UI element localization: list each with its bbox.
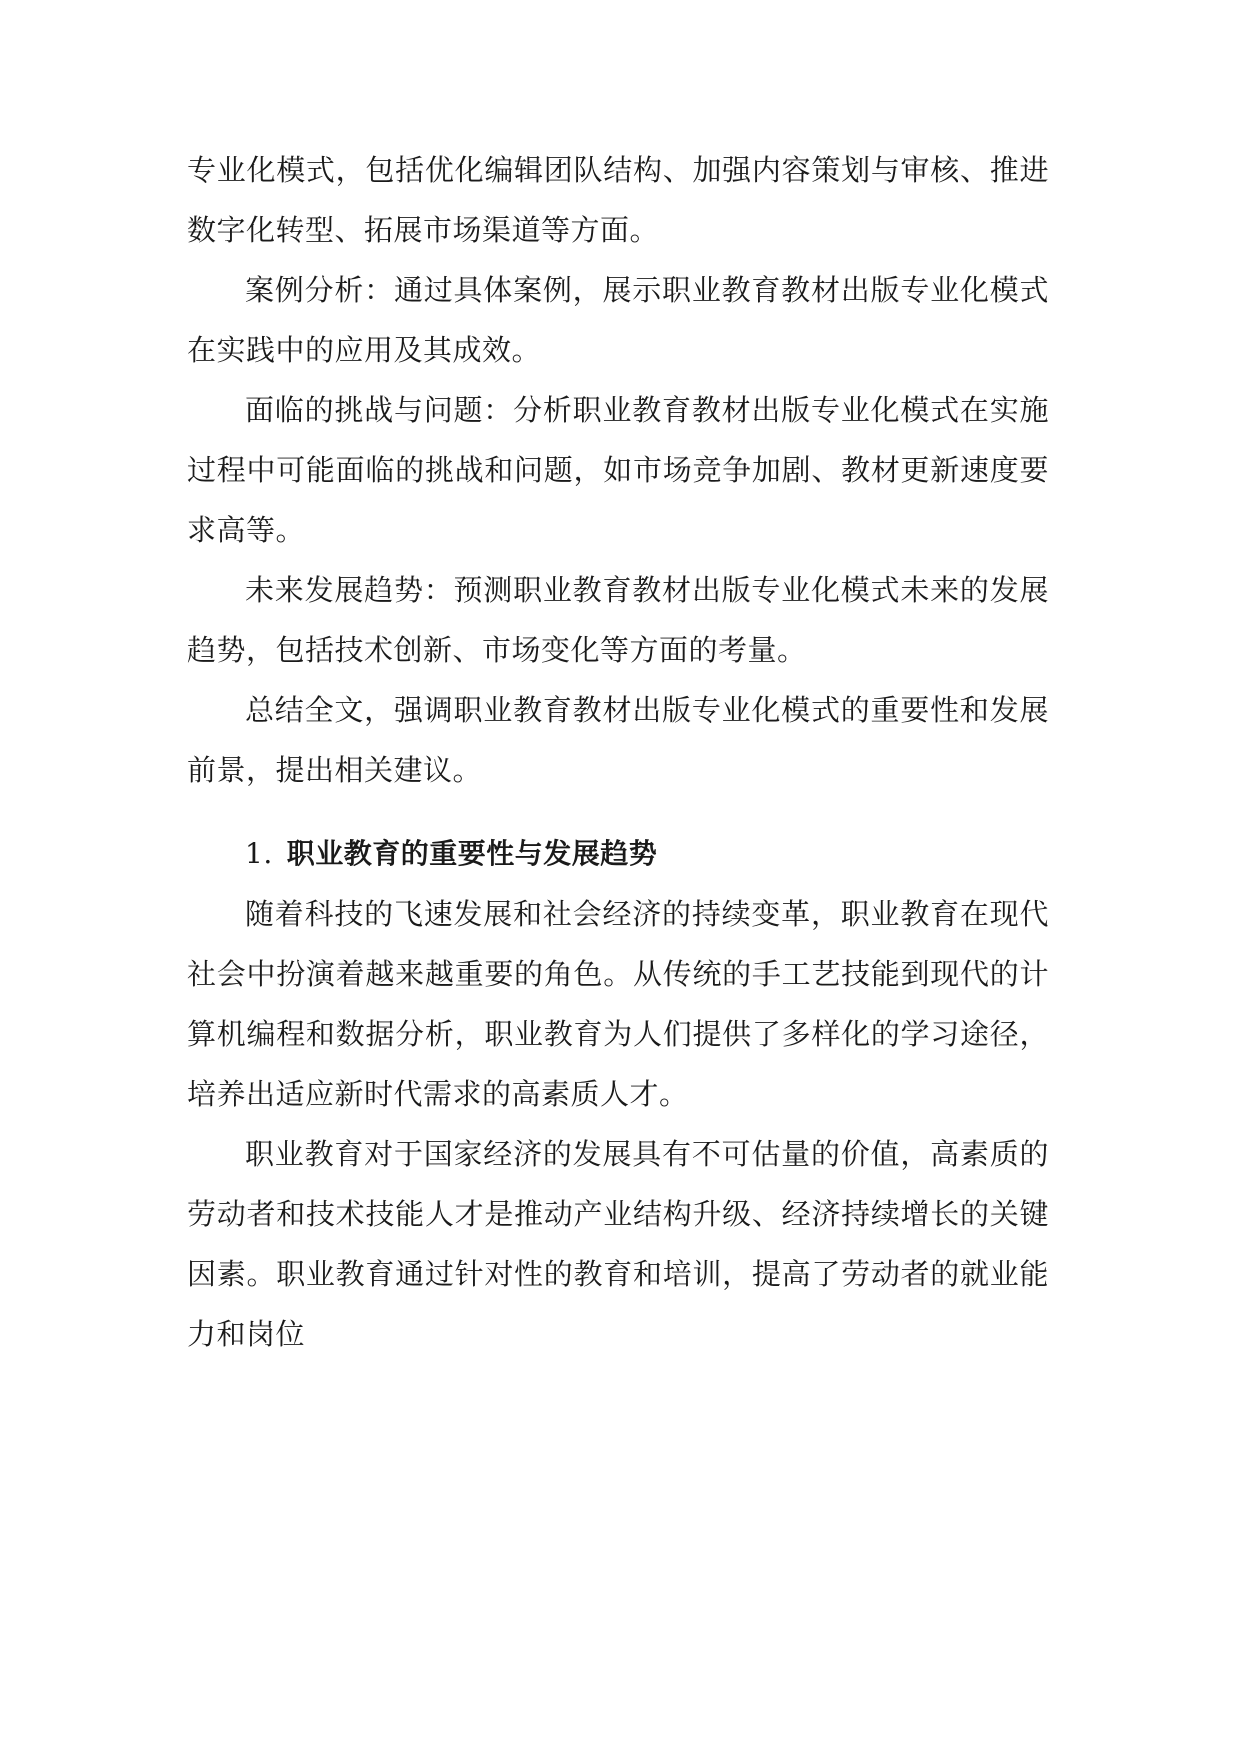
- paragraph-future-trends: 未来发展趋势：预测职业教育教材出版专业化模式未来的发展趋势，包括技术创新、市场变化等方面的考量。: [187, 573, 1049, 667]
- paragraph-summary: 总结全文，强调职业教育教材出版专业化模式的重要性和发展前景，提出相关建议。: [187, 693, 1049, 787]
- paragraph-tech-development: 随着科技的飞速发展和社会经济的持续变革，职业教育在现代社会中扮演着越来越重要的角色。从传统的手工艺技能到现代的计算机编程和数据分析，职业教育为人们提供了多样化的学习途径，培养出适应新时代需求的高素质人才。: [187, 897, 1049, 1111]
- section-number: 1.: [245, 837, 273, 870]
- section-heading: [187, 824, 1049, 884]
- section-title: 职业教育的重要性与发展趋势: [286, 837, 658, 870]
- paragraph-continuation: 专业化模式，包括优化编辑团队结构、加强内容策划与审核、推进数字化转型、拓展市场渠道等方面。: [187, 153, 1049, 247]
- paragraph-case-analysis: 案例分析：通过具体案例，展示职业教育教材出版专业化模式在实践中的应用及其成效。: [187, 273, 1049, 367]
- document-body: [187, 140, 1049, 1364]
- paragraph-economic-value: 职业教育对于国家经济的发展具有不可估量的价值，高素质的劳动者和技术技能人才是推动产业结构升级、经济持续增长的关键因素。职业教育通过针对性的教育和培训，提高了劳动者的就业能力和岗位: [187, 1137, 1049, 1351]
- paragraph-challenges: 面临的挑战与问题：分析职业教育教材出版专业化模式在实施过程中可能面临的挑战和问题，如市场竞争加剧、教材更新速度要求高等。: [187, 393, 1049, 547]
